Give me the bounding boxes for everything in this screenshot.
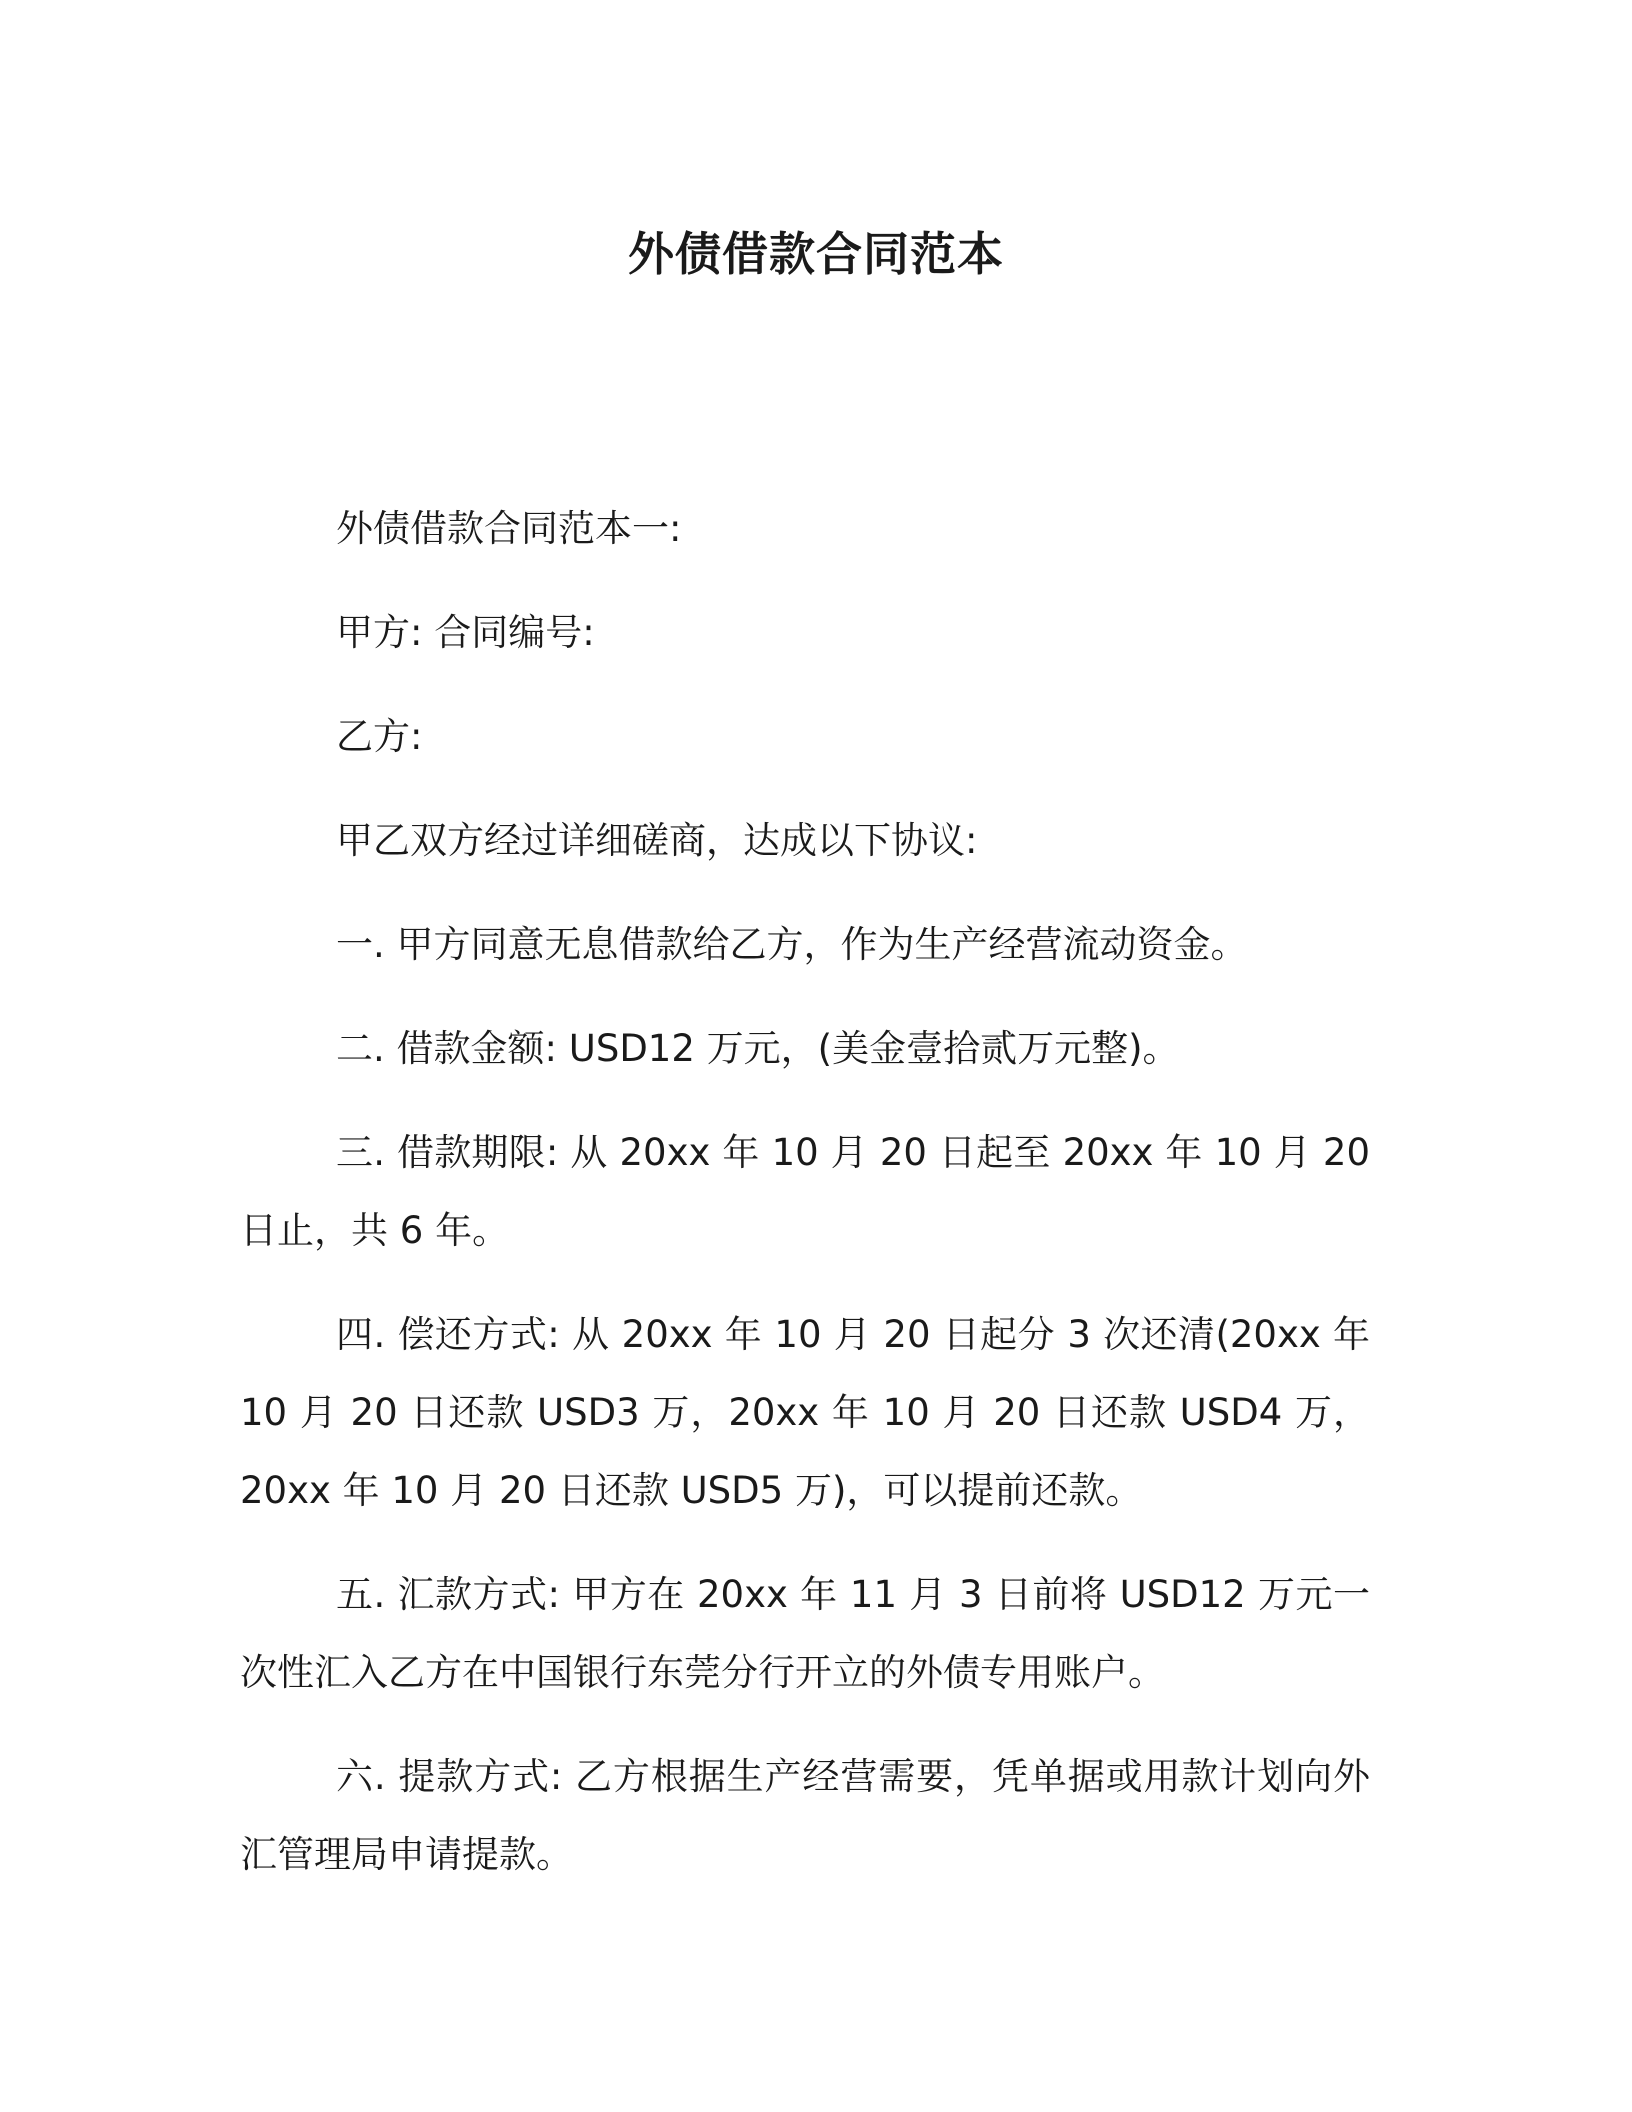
paragraph-agreement-intro: 甲乙双方经过详细磋商，达成以下协议: (336, 819, 978, 862)
clause-1: 一. 甲方同意无息借款给乙方，作为生产经营流动资金。 (336, 923, 1248, 966)
clause-4: 四. 偿还方式: 从 20xx 年 10 月 20 日起分 3 次还清(20xx 年 10 月 20 日还款 USD3 万，20xx 年 10 月 20 日还款 USD4 万，20xx 年 10 月 20 日还款 USD5 万)，可以提前还款。 (240, 1313, 1370, 1512)
document-title: 外债借款合同范本 (628, 227, 1004, 281)
clause-3: 三. 借款期限: 从 20xx 年 10 月 20 日起至 20xx 年 10 月 20 日止，共 6 年。 (240, 1131, 1370, 1252)
clause-6: 六. 提款方式: 乙方根据生产经营需要，凭单据或用款计划向外汇管理局申请提款。 (240, 1755, 1370, 1876)
clause-5: 五. 汇款方式: 甲方在 20xx 年 11 月 3 日前将 USD12 万元一次性汇入乙方在中国银行东莞分行开立的外债专用账户。 (240, 1573, 1370, 1694)
paragraph-party-a: 甲方: 合同编号: (336, 611, 595, 654)
paragraph-heading: 外债借款合同范本一: (336, 507, 682, 550)
paragraph-party-b: 乙方: (336, 715, 423, 758)
clause-2: 二. 借款金额: USD12 万元，(美金壹拾贰万元整)。 (336, 1027, 1180, 1070)
document-body (240, 490, 1370, 1920)
